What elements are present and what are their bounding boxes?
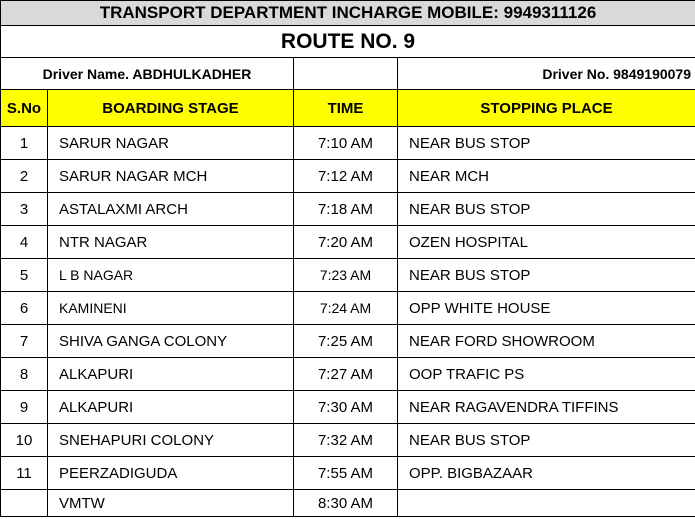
table-row [1,259,695,292]
table-row [1,226,695,259]
driver-info-spacer [294,58,398,90]
cell-place: NEAR BUS STOP [398,259,695,292]
cell-time: 7:32 AM [294,424,398,457]
column-header-place: STOPPING PLACE [398,90,695,127]
cell-sno: 2 [1,160,48,193]
cell-place: OOP TRAFIC PS [398,358,695,391]
driver-info-row [1,58,695,90]
table-row [1,457,695,490]
table-row [1,424,695,457]
driver-name: Driver Name. ABDHULKADHER [1,58,294,90]
cell-sno: 4 [1,226,48,259]
cell-time: 7:55 AM [294,457,398,490]
cell-time: 7:12 AM [294,160,398,193]
cell-time: 7:20 AM [294,226,398,259]
cell-sno [1,490,48,517]
cell-time: 8:30 AM [294,490,398,517]
column-header-sno: S.No [1,90,48,127]
cell-stage: L B NAGAR [48,259,294,292]
cell-stage: VMTW [48,490,294,517]
cell-time: 7:27 AM [294,358,398,391]
table-row [1,292,695,325]
table-row [1,325,695,358]
cell-place: NEAR BUS STOP [398,127,695,160]
cell-place: NEAR BUS STOP [398,424,695,457]
cell-place [398,490,695,517]
cell-place: NEAR BUS STOP [398,193,695,226]
cell-sno: 1 [1,127,48,160]
cell-stage: ALKAPURI [48,358,294,391]
column-header-stage: BOARDING STAGE [48,90,294,127]
cell-stage: KAMINENI [48,292,294,325]
cell-place: NEAR MCH [398,160,695,193]
table-row [1,193,695,226]
column-header-time: TIME [294,90,398,127]
cell-sno: 9 [1,391,48,424]
cell-time: 7:10 AM [294,127,398,160]
driver-number: Driver No. 9849190079 [398,58,695,90]
cell-place: OPP WHITE HOUSE [398,292,695,325]
cell-place: OPP. BIGBAZAAR [398,457,695,490]
cell-place: OZEN HOSPITAL [398,226,695,259]
department-banner-row [1,1,695,26]
table-row [1,160,695,193]
cell-place: NEAR RAGAVENDRA TIFFINS [398,391,695,424]
cell-stage: NTR NAGAR [48,226,294,259]
route-title-row [1,26,695,58]
cell-stage: SNEHAPURI COLONY [48,424,294,457]
table-row [1,127,695,160]
cell-sno: 10 [1,424,48,457]
cell-sno: 11 [1,457,48,490]
cell-stage: SHIVA GANGA COLONY [48,325,294,358]
department-contact: TRANSPORT DEPARTMENT INCHARGE MOBILE: 9949311126 [1,1,695,26]
table-row [1,358,695,391]
table-row [1,490,695,517]
cell-time: 7:18 AM [294,193,398,226]
cell-sno: 3 [1,193,48,226]
cell-time: 7:25 AM [294,325,398,358]
cell-stage: ALKAPURI [48,391,294,424]
cell-stage: ASTALAXMI ARCH [48,193,294,226]
cell-sno: 6 [1,292,48,325]
cell-time: 7:30 AM [294,391,398,424]
cell-place: NEAR FORD SHOWROOM [398,325,695,358]
cell-sno: 8 [1,358,48,391]
cell-stage: PEERZADIGUDA [48,457,294,490]
cell-time: 7:23 AM [294,259,398,292]
cell-sno: 5 [1,259,48,292]
column-header-row [1,90,695,127]
route-title: ROUTE NO. 9 [1,26,695,58]
table-row [1,391,695,424]
cell-stage: SARUR NAGAR MCH [48,160,294,193]
cell-sno: 7 [1,325,48,358]
cell-stage: SARUR NAGAR [48,127,294,160]
cell-time: 7:24 AM [294,292,398,325]
